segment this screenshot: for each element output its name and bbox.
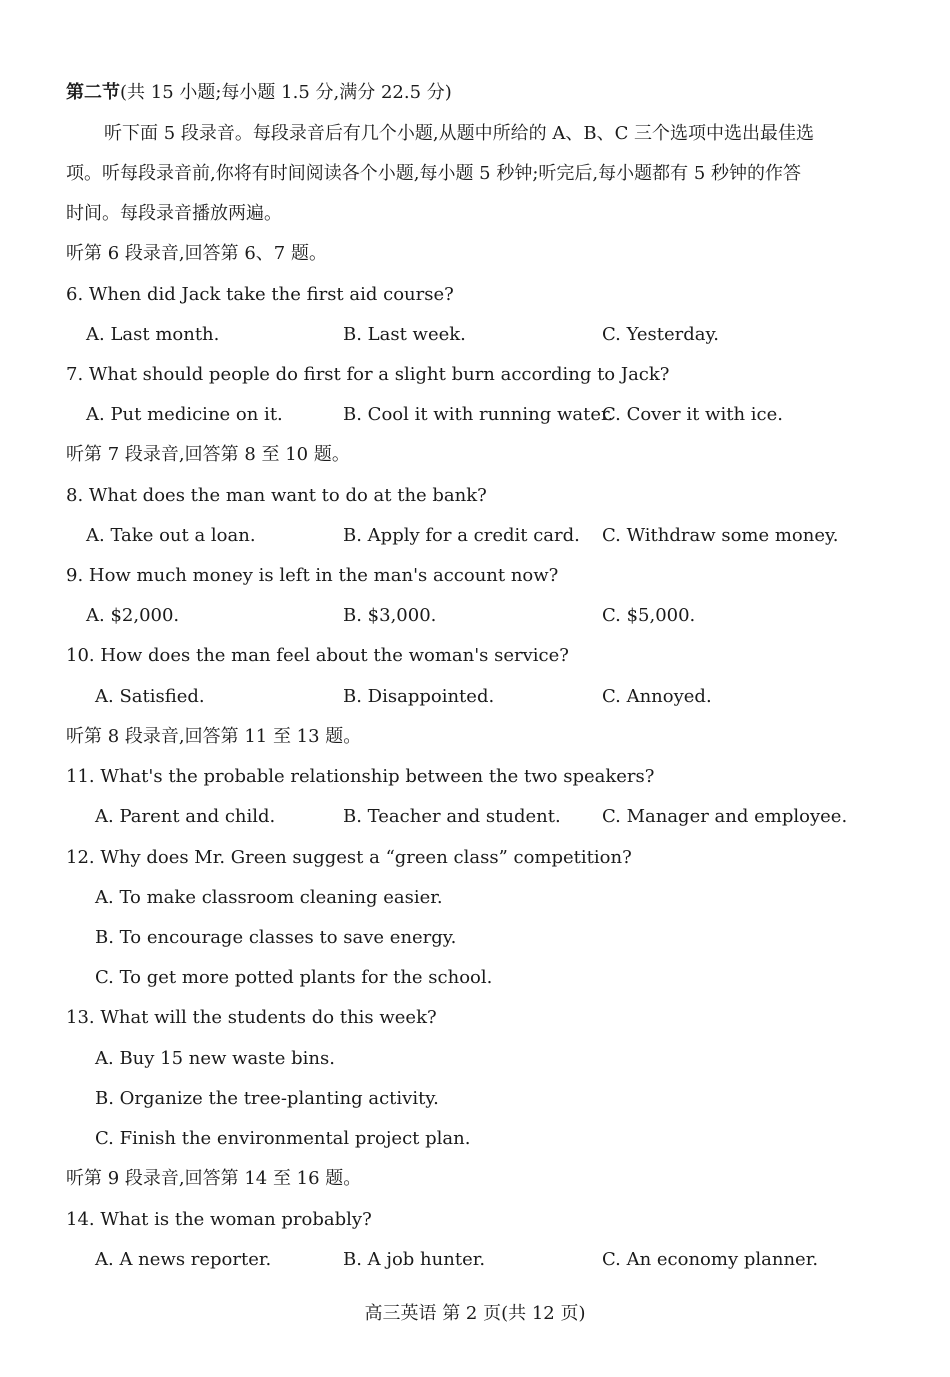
option-c: C. Finish the environmental project plan. [95, 1128, 471, 1149]
segment-heading: 听第 7 段录音,回答第 8 至 10 题。 [66, 444, 350, 465]
segment-heading: 听第 8 段录音,回答第 11 至 13 题。 [66, 726, 362, 747]
option-b: B. To encourage classes to save energy. [95, 927, 457, 948]
option-b: B. Last week. [343, 324, 466, 345]
option-b: B. Organize the tree-planting activity. [95, 1088, 439, 1109]
option-b: B. A job hunter. [343, 1249, 486, 1270]
option-b: B. Disappointed. [343, 686, 495, 707]
question-stem: 6. When did Jack take the first aid course? [66, 284, 454, 305]
section-title-scoring: (共 15 小题;每小题 1.5 分,满分 22.5 分) [120, 82, 452, 103]
option-a: A. Buy 15 new waste bins. [95, 1048, 335, 1069]
option-a: A. Take out a loan. [86, 525, 256, 546]
instruction-line: 项。听每段录音前,你将有时间阅读各个小题,每小题 5 秒钟;听完后,每小题都有 5 秒钟的作答 [66, 163, 802, 184]
option-a: A. Satisfied. [95, 686, 205, 707]
option-c: C. To get more potted plants for the school. [95, 967, 493, 988]
option-a: A. Last month. [86, 324, 220, 345]
question-stem: 9. How much money is left in the man's account now? [66, 565, 559, 586]
question-stem: 14. What is the woman probably? [66, 1209, 372, 1230]
question-stem: 11. What's the probable relationship between the two speakers? [66, 766, 655, 787]
option-c: C. $5,000. [602, 605, 696, 626]
question-stem: 7. What should people do first for a slight burn according to Jack? [66, 364, 670, 385]
instruction-line: 时间。每段录音播放两遍。 [66, 203, 282, 224]
option-c: C. An economy planner. [602, 1249, 819, 1270]
segment-heading: 听第 6 段录音,回答第 6、7 题。 [66, 243, 327, 264]
option-c: C. Yesterday. [602, 324, 720, 345]
question-stem: 8. What does the man want to do at the bank? [66, 485, 487, 506]
option-a: A. To make classroom cleaning easier. [95, 887, 443, 908]
instruction-line: 听下面 5 段录音。每段录音后有几个小题,从题中所给的 A、B、C 三个选项中选出最佳选 [104, 123, 815, 144]
option-c: C. Withdraw some money. [602, 525, 839, 546]
option-a: A. Parent and child. [95, 806, 276, 827]
option-c: C. Cover it with ice. [602, 404, 783, 425]
option-b: B. $3,000. [343, 605, 437, 626]
question-stem: 12. Why does Mr. Green suggest a “green class” competition? [66, 847, 632, 868]
segment-heading: 听第 9 段录音,回答第 14 至 16 题。 [66, 1168, 362, 1189]
question-stem: 13. What will the students do this week? [66, 1007, 437, 1028]
option-c: C. Annoyed. [602, 686, 712, 707]
option-b: B. Apply for a credit card. [343, 525, 580, 546]
option-c: C. Manager and employee. [602, 806, 848, 827]
option-a: A. A news reporter. [95, 1249, 272, 1270]
option-a: A. Put medicine on it. [86, 404, 283, 425]
section-title-label: 第二节 [66, 82, 120, 103]
question-stem: 10. How does the man feel about the woman's service? [66, 645, 569, 666]
option-b: B. Teacher and student. [343, 806, 561, 827]
option-a: A. $2,000. [86, 605, 180, 626]
option-b: B. Cool it with running water. [343, 404, 614, 425]
section-title [66, 81, 452, 105]
page-footer: 高三英语 第 2 页(共 12 页) [364, 1303, 586, 1324]
